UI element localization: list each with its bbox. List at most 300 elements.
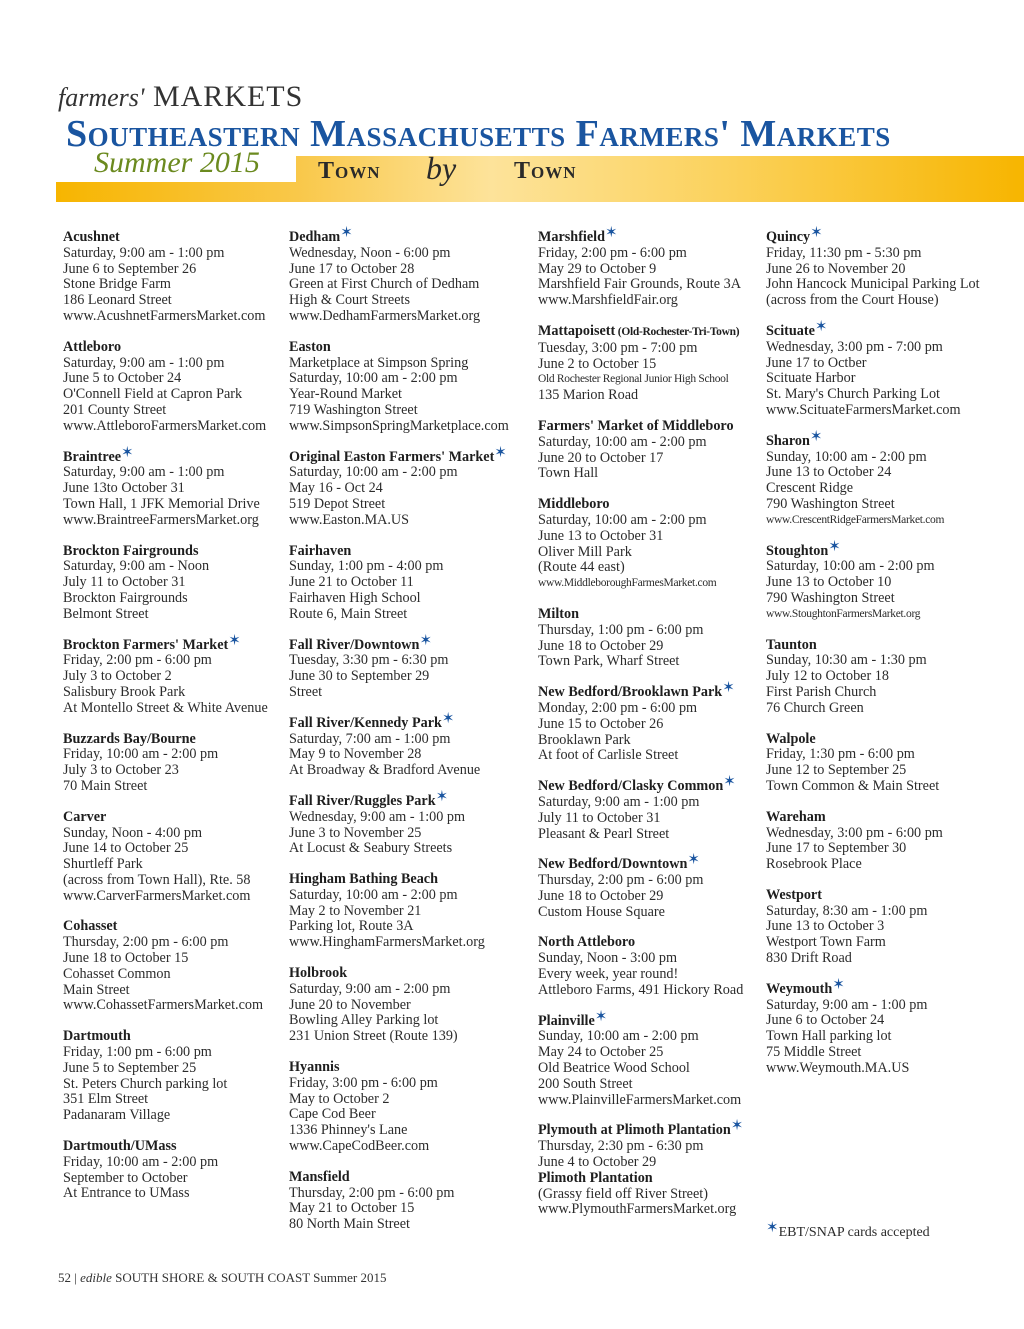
market-name [289,340,529,356]
market-name-text: North Attleboro [538,934,636,951]
market-name-text: Hingham Bathing Beach [289,871,438,888]
market-entry [289,444,529,529]
market-detail-line: Friday, 1:30 pm - 6:00 pm [766,746,915,763]
market-entry [289,225,529,325]
market-name-text: Westport [766,886,822,903]
market-detail-line: www.BraintreeFarmersMarket.org [63,511,259,528]
market-entry [766,976,1006,1077]
ebt-star-icon: ✶ [687,852,700,869]
market-detail-line: Town Hall, 1 JFK Memorial Drive [63,495,260,512]
market-name-text: Walpole [766,730,816,747]
market-detail-line: www.CohassetFarmersMarket.com [63,997,264,1014]
market-name-text: Plainville [538,1012,595,1029]
market-entry [289,1170,529,1233]
ebt-star-icon: ✶ [419,632,433,649]
market-detail-line: First Parish Church [766,683,877,700]
ebt-star-icon: ✶ [828,538,841,555]
market-entry [766,638,1006,717]
market-entry [766,810,1006,873]
market-detail-line: June 17 to Octber [766,354,867,371]
market-name [63,230,303,246]
ebt-star-icon: ✶ [494,444,507,461]
market-detail-line: Thursday, 2:00 pm - 6:00 pm [63,934,229,951]
market-name-text: Milton [538,605,579,622]
market-name-text: Fall River/Kennedy Park [289,714,442,731]
market-detail-line: www.PlymouthFarmersMarket.org [538,1201,737,1218]
market-entry [766,538,1006,623]
market-name [289,788,529,810]
market-detail-line: July 11 to October 31 [63,574,186,591]
market-detail-line: Westport Town Farm [766,934,886,951]
market-entry [538,680,778,764]
market-name [538,852,778,873]
market-entry [766,888,1006,967]
market-name-text: Dedham [289,229,341,245]
market-detail-line: www.Weymouth.MA.US [766,1059,910,1076]
market-name [289,872,529,888]
market-name [766,318,1006,340]
market-name-text: Easton [289,338,331,355]
market-detail-line: Attleboro Farms, 491 Hickory Road [538,981,744,998]
market-detail-line: www.MarshfieldFair.org [538,292,678,309]
market-entry [63,632,303,717]
ebt-star-icon: ✶ [340,225,353,241]
market-detail-line: 70 Main Street [63,777,148,794]
market-name-text: Fairhaven [289,542,352,559]
market-name-text: Fall River/Downtown [289,636,420,653]
market-entry [63,919,303,1014]
market-detail-line: June 5 to September 25 [63,1059,197,1076]
market-entry [289,966,529,1045]
market-name [538,935,778,951]
market-detail-line: Parking lot, Route 3A [289,918,414,935]
market-name [63,544,303,560]
market-entry [63,340,303,435]
market-name-text: Scituate [766,322,815,339]
market-detail-line: Street [289,683,323,700]
market-entry [538,607,778,670]
market-column-4 [766,225,1006,1092]
market-detail-line: Wednesday, Noon - 6:00 pm [289,244,451,261]
market-detail-line: www.PlainvilleFarmersMarket.com [538,1091,742,1108]
market-detail-line: Thursday, 2:00 pm - 6:00 pm [289,1184,455,1201]
market-detail-line: Belmont Street [63,605,149,622]
market-detail-line: At Locust & Seabury Streets [289,840,453,857]
market-detail-line: 80 North Main Street [289,1216,410,1233]
market-name [766,638,1006,654]
ebt-star-icon: ✶ [809,428,823,445]
market-name [538,1008,778,1030]
market-name-text: Holbrook [289,965,348,982]
market-detail-line: Plimoth Plantation [538,1169,653,1186]
town-label-right: Town [514,158,577,184]
ebt-star-icon: ✶ [723,774,736,791]
market-detail-line: O'Connell Field at Capron Park [63,386,243,403]
market-name-text: Brockton Farmers' Market [63,636,229,653]
market-name-text: New Bedford/Downtown [538,856,688,873]
market-name-text: Acushnet [63,229,120,245]
market-name [63,1139,303,1155]
market-detail-line: Friday, 2:00 pm - 6:00 pm [538,244,687,261]
market-name [289,1060,529,1076]
market-detail-line: July 12 to October 18 [766,668,889,685]
market-name [766,810,1006,826]
market-detail-line: Friday, 11:30 pm - 5:30 pm [766,244,922,261]
market-detail-line: Saturday, 9:00 am - 1:00 pm [63,354,225,371]
market-detail-line: Saturday, 9:00 am - 1:00 pm [63,244,225,261]
market-name [766,732,1006,748]
market-detail-line: (across from Town Hall), Rte. 58 [63,871,251,888]
market-detail-line: June 15 to October 26 [538,715,664,732]
market-detail-line: Sunday, 1:00 pm - 4:00 pm [289,558,444,575]
market-name-text: Farmers' Market of Middleboro [538,417,734,434]
market-detail-line: Friday, 10:00 am - 2:00 pm [63,1153,219,1170]
market-name-text: Brockton Fairgrounds [63,542,199,559]
market-detail-line: July 3 to October 23 [63,762,179,779]
market-entry [289,710,529,779]
market-detail-line: Tuesday, 3:30 pm - 6:30 pm [289,652,449,669]
market-name-text: Plymouth at Plimoth Plantation [538,1122,731,1139]
market-name [538,419,778,435]
market-detail-line: www.DedhamFarmersMarket.org [289,307,481,324]
market-detail-line: 201 County Street [63,401,167,418]
market-name [289,632,529,654]
market-name-text: Carver [63,808,107,825]
ebt-star-icon: ✶ [814,318,828,335]
market-detail-line: Sunday, 10:00 am - 2:00 pm [538,1028,699,1045]
ebt-star-icon: ✶ [228,632,241,649]
kicker [58,80,303,114]
market-detail-line: Thursday, 2:30 pm - 6:30 pm [538,1138,704,1155]
season-label: Summer 2015 [94,146,260,179]
market-detail-line: www.CarverFarmersMarket.com [63,887,251,904]
market-name [289,1170,529,1186]
market-name-text: Buzzards Bay/Bourne [63,730,196,747]
market-detail-line: Bowling Alley Parking lot [289,1012,439,1029]
market-detail-line: Main Street [63,981,130,998]
market-detail-line: (across from the Court House) [766,292,939,309]
market-detail-line: July 11 to October 31 [538,809,661,826]
market-entry [63,444,303,529]
market-name-text: Middleboro [538,496,610,513]
market-detail-line: June 20 to November [289,996,411,1013]
market-detail-line: Saturday, 10:00 am - 2:00 pm [538,511,707,528]
market-name-text: Dartmouth/UMass [63,1138,177,1155]
market-detail-line: High & Court Streets [289,292,410,309]
market-detail-line: Padanaram Village [63,1107,171,1124]
market-detail-line: 186 Leonard Street [63,292,172,309]
market-detail-line: June 12 to September 25 [766,762,907,779]
market-name-text: Fall River/Ruggles Park [289,792,436,809]
market-column-1 [63,230,303,1217]
ebt-star-icon: ✶ [594,1008,608,1025]
market-detail-line: Every week, year round! [538,966,679,983]
market-detail-line: May 29 to October 9 [538,260,657,277]
market-name [289,710,529,732]
market-detail-line: www.Easton.MA.US [289,511,410,528]
market-detail-line: Saturday, 9:00 am - 1:00 pm [766,996,928,1013]
market-detail-line: St. Peters Church parking lot [63,1075,228,1092]
market-detail-line: June 13to October 31 [63,480,185,497]
market-detail-line: Sunday, Noon - 3:00 pm [538,950,677,967]
market-detail-line: May 2 to November 21 [289,902,422,919]
market-detail-line: Town Hall [538,465,599,482]
market-detail-line: 231 Union Street (Route 139) [289,1028,458,1045]
market-name [63,732,303,748]
market-name-text: Attleboro [63,338,122,355]
town-label-left: Town [318,158,381,184]
market-detail-line: June 26 to November 20 [766,260,906,277]
market-name-suffix: (Old-Rochester-Tri-Town) [615,325,740,338]
market-name-text: Weymouth [766,980,833,997]
market-name-text: Sharon [766,432,810,449]
market-detail-line: Crescent Ridge [766,480,854,497]
market-name [289,225,529,246]
market-name-text: Original Easton Farmers' Market [289,448,495,465]
by-label: by [426,150,457,186]
market-detail-line: September to October [63,1169,188,1186]
market-detail-line: Cohasset Common [63,965,171,982]
market-detail-line: 76 Church Green [766,699,864,716]
market-detail-line: Saturday, 7:00 am - 1:00 pm [289,730,451,747]
market-detail-line: At Montello Street & White Avenue [63,699,268,716]
market-detail-line: www.StoughtonFarmersMarket.org [766,607,921,620]
market-name [63,810,303,826]
market-detail-line: 790 Washington Street [766,495,895,512]
market-detail-line: Town Park, Wharf Street [538,653,680,670]
market-name-text: New Bedford/Brooklawn Park [538,684,723,701]
market-entry [538,419,778,482]
market-entry [766,428,1006,529]
market-name [766,888,1006,904]
footer-separator: | [74,1270,77,1285]
market-detail-line: May 21 to October 15 [289,1200,415,1217]
market-detail-line: Town Hall parking lot [766,1028,892,1045]
market-detail-line: 200 South Street [538,1075,633,1092]
market-entry [63,544,303,623]
market-detail-line: www.AcushnetFarmersMarket.com [63,307,266,324]
market-entry [766,225,1006,309]
market-detail-line: Marketplace at Simpson Spring [289,354,469,371]
market-detail-line: Salisbury Brook Park [63,683,186,700]
market-detail-line: Stone Bridge Farm [63,276,171,293]
market-detail-line: Thursday, 2:00 pm - 6:00 pm [538,872,704,889]
market-detail-line: Saturday, 10:00 am - 2:00 pm [766,558,935,575]
market-entry [289,1060,529,1155]
market-detail-line: June 18 to October 29 [538,637,664,654]
market-detail-line: Sunday, Noon - 4:00 pm [63,824,202,841]
market-detail-line: June 6 to September 26 [63,260,197,277]
market-detail-line: June 21 to October 11 [289,574,414,591]
market-entry [538,852,778,920]
ebt-star-icon: ✶ [810,225,823,241]
market-entry [289,544,529,623]
market-detail-line: June 5 to October 24 [63,370,182,387]
market-detail-line: 1336 Phinney's Lane [289,1122,408,1139]
market-entry [63,230,303,325]
market-detail-line: Saturday, 8:30 am - 1:00 pm [766,902,928,919]
market-entry [538,324,778,404]
ebt-star-icon: ✶ [605,225,618,241]
market-name-text: Quincy [766,229,811,245]
market-detail-line: Town Common & Main Street [766,777,940,794]
market-name-text: Dartmouth [63,1028,131,1045]
market-detail-line: Brockton Fairgrounds [63,589,188,606]
market-name [766,225,1006,246]
market-detail-line: Oliver Mill Park [538,543,632,560]
market-detail-line: 830 Drift Road [766,950,852,967]
market-detail-line: Tuesday, 3:00 pm - 7:00 pm [538,339,698,356]
market-name [289,544,529,560]
market-name [538,680,778,701]
market-name-text: Stoughton [766,542,829,559]
market-detail-line: Saturday, 10:00 am - 2:00 pm [289,886,458,903]
market-detail-line: Sunday, 10:30 am - 1:30 pm [766,652,927,669]
market-detail-line: Thursday, 1:00 pm - 6:00 pm [538,621,704,638]
market-entry [289,632,529,701]
market-name [289,444,529,466]
market-detail-line: Saturday, 10:00 am - 2:00 pm [538,433,707,450]
market-detail-line: June 4 to October 29 [538,1154,657,1171]
market-detail-line: June 17 to September 30 [766,840,907,857]
market-name [63,444,303,466]
market-detail-line: June 13 to October 31 [538,527,664,544]
market-detail-line: Saturday, 9:00 am - 1:00 pm [538,793,700,810]
market-detail-line: www.ScituateFarmersMarket.com [766,401,961,418]
market-detail-line: Old Rochester Regional Junior High School [538,373,729,386]
market-detail-line: Saturday, 9:00 am - Noon [63,558,210,575]
market-detail-line: At Entrance to UMass [63,1185,190,1202]
footer-publication: SOUTH SHORE & SOUTH COAST Summer 2015 [115,1270,387,1285]
market-detail-line: June 30 to September 29 [289,668,430,685]
market-detail-line: Sunday, 10:00 am - 2:00 pm [766,448,927,465]
market-detail-line: www.MiddleboroughFarmesMarket.com [538,577,717,590]
market-detail-line: Wednesday, 9:00 am - 1:00 pm [289,808,466,825]
market-entry [63,810,303,905]
market-detail-line: www.CapeCodBeer.com [289,1138,430,1155]
ebt-star-icon: ✶ [121,444,134,461]
market-detail-line: Saturday, 10:00 am - 2:00 pm [289,370,458,387]
market-detail-line: Brooklawn Park [538,731,631,748]
market-detail-line: Saturday, 9:00 am - 2:00 pm [289,980,451,997]
market-detail-line: Custom House Square [538,903,665,920]
market-name [538,225,778,246]
market-detail-line: www.CrescentRidgeFarmersMarket.com [766,513,945,526]
ebt-star-icon: ✶ [730,1118,744,1135]
market-name-text: Braintree [63,448,122,465]
ebt-star-icon: ✶ [832,976,845,993]
market-name-text: Wareham [766,808,826,825]
market-detail-line: Friday, 10:00 am - 2:00 pm [63,746,219,763]
market-detail-line: June 20 to October 17 [538,449,664,466]
legend [766,1222,930,1241]
market-detail-line: 719 Washington Street [289,401,418,418]
market-entry [289,340,529,435]
market-detail-line: June 13 to October 3 [766,918,885,935]
market-detail-line: www.HinghamFarmersMarket.org [289,934,485,951]
market-detail-line: Saturday, 9:00 am - 1:00 pm [63,464,225,481]
market-entry [63,1029,303,1124]
market-detail-line: June 14 to October 25 [63,840,189,857]
market-detail-line: June 13 to October 24 [766,464,892,481]
market-name [63,632,303,654]
legend-text: EBT/SNAP cards accepted [778,1225,930,1240]
market-detail-line: Fairhaven High School [289,589,421,606]
market-detail-line: Marshfield Fair Grounds, Route 3A [538,276,741,293]
market-detail-line: Old Beatrice Wood School [538,1060,690,1077]
market-entry [538,935,778,998]
market-name [63,1029,303,1045]
market-detail-line: 75 Middle Street [766,1044,862,1061]
market-detail-line: Rosebrook Place [766,856,862,873]
market-detail-line: At foot of Carlisle Street [538,747,679,764]
market-detail-line: June 17 to October 28 [289,260,415,277]
market-detail-line: Friday, 2:00 pm - 6:00 pm [63,652,212,669]
market-name [766,428,1006,450]
market-detail-line: 351 Elm Street [63,1091,149,1108]
market-name [538,324,778,341]
market-detail-line: Green at First Church of Dedham [289,276,480,293]
market-detail-line: Monday, 2:00 pm - 6:00 pm [538,699,698,716]
market-name-text: Marshfield [538,229,605,245]
market-detail-line: June 13 to October 10 [766,574,892,591]
market-name [538,497,778,513]
kicker-italic: farmers' [58,83,145,112]
market-column-2 [289,225,529,1248]
market-detail-line: St. Mary's Church Parking Lot [766,386,940,403]
market-name-text: Mattapoisett [538,322,616,339]
page-title: Southeastern Massachusetts Farmers' Markets [66,113,891,155]
market-detail-line: 519 Depot Street [289,495,386,512]
market-detail-line: Wednesday, 3:00 pm - 6:00 pm [766,824,943,841]
market-name [63,919,303,935]
market-entry [289,872,529,951]
market-name [538,1118,778,1139]
footer-brand: edible [80,1270,112,1285]
market-detail-line: June 18 to October 29 [538,887,664,904]
ebt-star-icon: ✶ [722,680,735,697]
market-detail-line: June 6 to October 24 [766,1012,885,1029]
market-entry [538,1008,778,1109]
ebt-star-icon: ✶ [441,710,455,727]
kicker-caps: MARKETS [152,80,304,113]
market-name-text: Cohasset [63,918,118,935]
market-detail-line: May 24 to October 25 [538,1044,664,1061]
market-entry [538,1118,778,1218]
market-detail-line: John Hancock Municipal Parking Lot [766,276,980,293]
page-footer [58,1270,386,1286]
market-name-text: Mansfield [289,1168,350,1185]
market-entry [538,225,778,309]
market-name [538,607,778,623]
ebt-star-icon: ✶ [435,788,449,805]
page-number: 52 [58,1270,71,1285]
market-detail-line: Scituate Harbor [766,370,856,387]
market-entry [538,774,778,842]
market-name-text: New Bedford/Clasky Common [538,778,724,795]
market-entry [289,788,529,857]
market-entry [63,732,303,795]
market-entry [766,318,1006,419]
market-name [766,976,1006,998]
market-detail-line: July 3 to October 2 [63,668,172,685]
market-detail-line: Year-Round Market [289,386,402,403]
market-detail-line: Friday, 3:00 pm - 6:00 pm [289,1074,438,1091]
market-detail-line: Shurtleff Park [63,856,143,873]
market-name [289,966,529,982]
market-name-text: Hyannis [289,1059,340,1076]
market-detail-line: June 3 to November 25 [289,824,422,841]
